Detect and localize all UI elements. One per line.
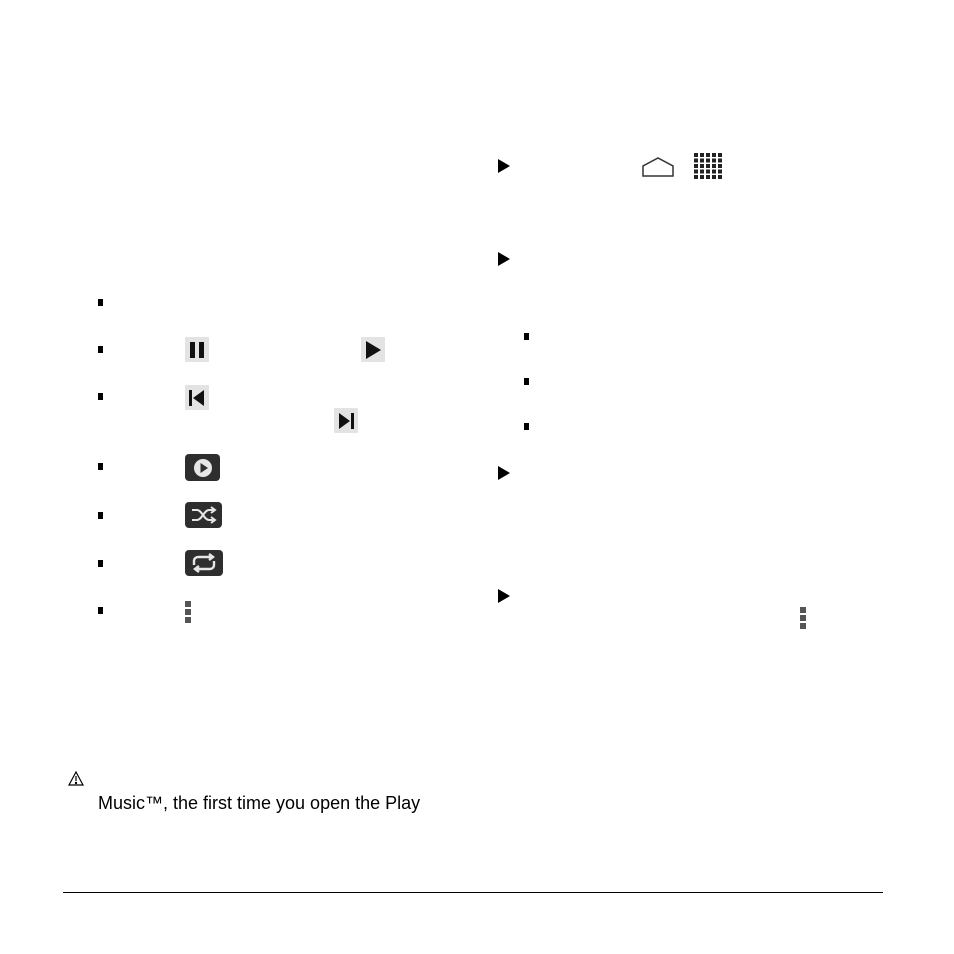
apps-grid-icon [694,153,722,184]
pause-icon [185,337,209,362]
sub-bullet-2 [524,378,529,385]
step-arrow-4 [498,589,510,603]
sub-bullet-3 [524,423,529,430]
bullet-2 [98,346,103,353]
skip-previous-icon [185,385,209,410]
caution-note-text: Music™, the first time you open the Play [98,793,421,813]
shuffle-icon [185,502,222,528]
play-icon [361,337,385,362]
bullet-7 [98,607,103,614]
footer-divider [63,892,883,893]
step-arrow-3 [498,466,510,480]
warning-icon [68,770,84,791]
bullet-6 [98,560,103,567]
repeat-icon [185,550,223,576]
sub-bullet-1 [524,333,529,340]
menu-dots-icon [800,607,806,631]
menu-dots-icon [185,601,191,625]
step-arrow-1 [498,159,510,173]
bullet-1 [98,299,103,306]
step-arrow-2 [498,252,510,266]
skip-next-icon [334,408,358,433]
home-outline-icon [641,157,675,182]
play-circle-icon [185,454,220,481]
bullet-5 [98,512,103,519]
bullet-3 [98,393,103,400]
bullet-4 [98,463,103,470]
